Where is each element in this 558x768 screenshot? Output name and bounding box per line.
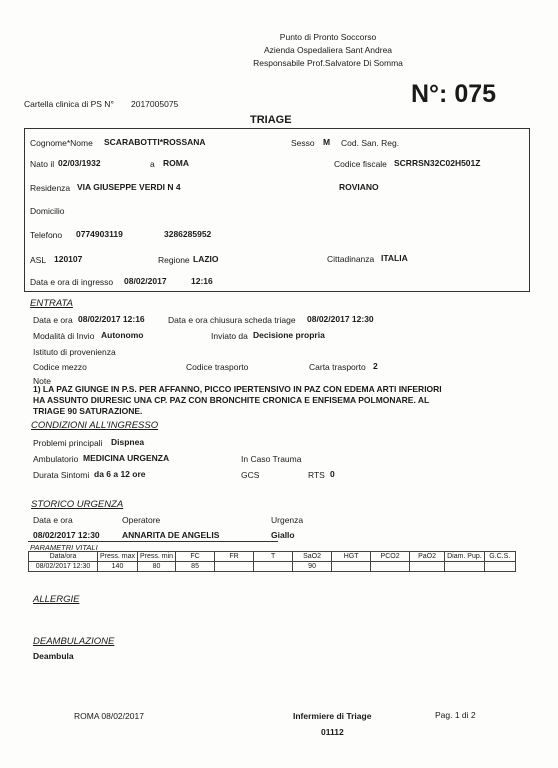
problemi-value: Dispnea [111, 437, 145, 447]
cittadinanza-label: Cittadinanza [327, 254, 375, 264]
codice-mezzo-label: Codice mezzo [33, 362, 87, 372]
footer-page-number: Pag. 1 di 2 [435, 710, 476, 720]
cartella-number: 2017005075 [131, 99, 179, 109]
ingresso-label: Data e ora di ingresso [30, 277, 114, 287]
entrata-dataora-label: Data e ora [33, 315, 73, 325]
param-cell [410, 562, 445, 572]
param-cell [215, 562, 254, 572]
comune-value: ROVIANO [339, 182, 379, 192]
cognome-label: Cognome*Nome [30, 138, 93, 148]
cartella-label: Cartella clinica di PS N° [24, 99, 114, 109]
sesso-value: M [323, 137, 331, 147]
asl-label: ASL [30, 255, 47, 265]
footer-nurse-label: Infermiere di Triage [293, 711, 372, 721]
ingresso-time: 12:16 [191, 276, 213, 286]
condizioni-title: CONDIZIONI ALL'INGRESSO [31, 420, 159, 431]
param-cell: 08/02/2017 12:30 [29, 562, 98, 572]
rts-label: RTS [308, 470, 325, 480]
header-hospital-unit: Punto di Pronto Soccorso [279, 32, 377, 42]
durata-value: da 6 a 12 ore [94, 469, 146, 479]
param-cell [332, 562, 371, 572]
param-header: FR [215, 552, 254, 562]
domicilio-label: Domicilio [30, 206, 65, 216]
cf-label: Codice fiscale [334, 159, 387, 169]
problemi-label: Problemi principali [33, 438, 103, 448]
param-cell [484, 562, 515, 572]
header-responsible: Responsabile Prof.Salvatore Di Somma [253, 58, 403, 68]
param-header: Data/ora [29, 552, 98, 562]
istituto-label: Istituto di provenienza [33, 347, 116, 357]
rts-value: 0 [330, 469, 335, 479]
nato-label: Nato il [30, 159, 55, 169]
param-header: PaO2 [410, 552, 445, 562]
storico-operatore-label: Operatore [122, 515, 161, 525]
inviato-value: Decisione propria [253, 330, 325, 340]
ingresso-date: 08/02/2017 [124, 276, 167, 286]
telefono-label: Telefono [30, 230, 63, 240]
param-cell: 85 [176, 562, 215, 572]
allergie-title: ALLERGIE [33, 594, 80, 605]
parametri-header-row [29, 552, 516, 562]
entrata-dataora-value: 08/02/2017 12:16 [78, 314, 145, 324]
param-header: PCO2 [371, 552, 410, 562]
storico-urgenza-label: Urgenza [271, 515, 304, 525]
param-header: T [254, 552, 293, 562]
param-header: Press. min [138, 552, 176, 562]
codice-trasporto-label: Codice trasporto [186, 362, 249, 372]
telefono2-value: 3286285952 [164, 229, 212, 239]
residenza-label: Residenza [30, 183, 71, 193]
footer-place-date: ROMA 08/02/2017 [74, 711, 144, 721]
deambulazione-title: DEAMBULAZIONE [33, 636, 115, 647]
storico-dataora-label: Data e ora [33, 515, 73, 525]
record-number: N°: 075 [411, 80, 497, 108]
luogo-a-label: a [150, 159, 155, 169]
asl-value: 120107 [54, 254, 83, 264]
param-header: G.C.S. [484, 552, 515, 562]
parametri-data-row [29, 562, 516, 572]
chiusura-label: Data e ora chiusura scheda triage [168, 315, 296, 325]
parametri-title: PARAMETRI VITALI [30, 543, 98, 552]
header-hospital-name: Azienda Ospedaliera Sant Andrea [263, 45, 393, 55]
regione-label: Regione [158, 255, 190, 265]
cognome-value: SCARABOTTI*ROSSANA [104, 137, 206, 147]
luogo-value: ROMA [163, 158, 189, 168]
modalita-label: Modalità di Invio [33, 331, 95, 341]
deambulazione-value: Deambula [33, 651, 74, 661]
storico-urgenza-value: Giallo [271, 530, 295, 540]
trauma-label: In Caso Trauma [241, 454, 302, 464]
param-cell: 90 [293, 562, 332, 572]
storico-divider [28, 541, 278, 542]
cod-san-label: Cod. San. Reg. [341, 138, 400, 148]
patient-box [24, 128, 530, 292]
param-cell: 80 [138, 562, 176, 572]
param-header: Diam. Pup. [445, 552, 485, 562]
param-cell: 140 [98, 562, 138, 572]
param-header: Press. max [98, 552, 138, 562]
triage-title: TRIAGE [250, 114, 292, 126]
footer-nurse-code: 01112 [321, 727, 344, 737]
parametri-table [28, 551, 516, 572]
carta-trasporto-value: 2 [373, 361, 378, 371]
storico-operatore-value: ANNARITA DE ANGELIS [122, 530, 220, 540]
storico-title: STORICO URGENZA [31, 499, 124, 510]
modalita-value: Autonomo [101, 330, 144, 340]
telefono-value: 0774903119 [76, 229, 123, 239]
chiusura-value: 08/02/2017 12:30 [307, 314, 374, 324]
cittadinanza-value: ITALIA [381, 253, 408, 263]
carta-trasporto-label: Carta trasporto [309, 362, 366, 372]
param-header: FC [176, 552, 215, 562]
note-label: Note [33, 376, 51, 386]
durata-label: Durata Sintomi [33, 470, 90, 480]
ambulatorio-label: Ambulatorio [33, 454, 79, 464]
inviato-label: Inviato da [211, 331, 248, 341]
note-text: 1) LA PAZ GIUNGE IN P.S. PER AFFANNO, PICCO IPERTENSIVO IN PAZ CON EDEMA ARTI INFERIORI HA ASSUNTO DIURESIC UNA CP. PAZ CON BRONCHITE CRONICA E ENFISEMA POLMONARE. AL TRIAGE 90 SATURAZIONE. [33, 384, 442, 416]
gcs-label: GCS [241, 470, 260, 480]
param-header: SaO2 [293, 552, 332, 562]
nato-value: 02/03/1932 [58, 158, 101, 168]
cf-value: SCRRSN32C02H501Z [394, 158, 481, 168]
sesso-label: Sesso [291, 138, 315, 148]
param-cell [445, 562, 485, 572]
entrata-title: ENTRATA [30, 298, 73, 309]
param-header: HGT [332, 552, 371, 562]
ambulatorio-value: MEDICINA URGENZA [83, 453, 170, 463]
residenza-value: VIA GIUSEPPE VERDI N 4 [77, 182, 181, 192]
param-cell [371, 562, 410, 572]
regione-value: LAZIO [193, 254, 219, 264]
param-cell [254, 562, 293, 572]
storico-dataora-value: 08/02/2017 12:30 [33, 530, 100, 540]
